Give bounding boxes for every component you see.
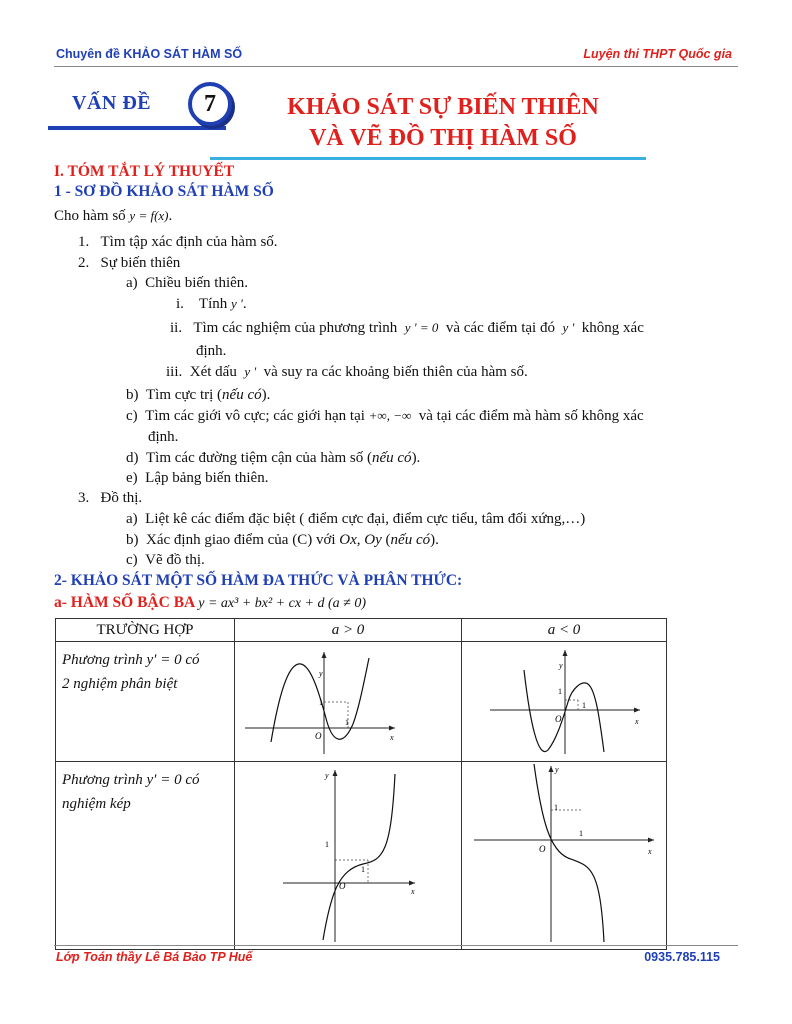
topic-number-badge: [188, 82, 232, 126]
step-2a-ii: ii. Tìm các nghiệm của phương trình y ' = 0 và các điểm tại đó y ' không xác: [170, 320, 644, 336]
header-divider: [54, 66, 738, 67]
svg-text:1: 1: [554, 803, 558, 812]
graph-cell: [235, 642, 462, 762]
svg-text:1: 1: [579, 829, 583, 838]
case-label: Phương trình y′ = 0 có 2 nghiệm phân biệt: [62, 652, 200, 692]
svg-text:1: 1: [345, 718, 349, 727]
graph-double-root-a-positive: [235, 762, 461, 944]
step-2: 2. Sự biến thiên: [78, 255, 181, 271]
graph-cell: [235, 762, 462, 950]
step-3: 3. Đồ thị.: [78, 490, 143, 506]
section-heading-1-1: 1 - SƠ ĐỒ KHẢO SÁT HÀM SỐ: [54, 183, 274, 200]
svg-text:1: 1: [319, 698, 323, 707]
svg-text:O: O: [339, 881, 346, 891]
table-row: [56, 642, 667, 762]
step-3b: b) Xác định giao điểm của (C) với Ox, Oy (nếu có).: [126, 532, 439, 548]
svg-text:O: O: [315, 731, 322, 741]
topic-number: 7: [204, 90, 216, 117]
table-header-cell: a > 0: [235, 619, 462, 642]
step-3c: c) Vẽ đồ thị.: [126, 552, 205, 568]
step-2d: d) Tìm các đường tiệm cận của hàm số (nếu có).: [126, 450, 421, 466]
step-2a-i: i. Tính y '.: [176, 296, 247, 312]
section-heading-2a: a- HÀM SỐ BẬC BA y = ax³ + bx² + cx + d (a ≠ 0): [54, 594, 367, 611]
step-2b: b) Tìm cực trị (nếu có).: [126, 387, 271, 403]
step-2a-ii-cont: định.: [196, 343, 227, 359]
table-header-row: [56, 619, 667, 642]
footer-left: Lớp Toán thầy Lê Bá Bảo TP Huế: [56, 950, 253, 964]
page-title: [248, 92, 638, 154]
step-2a: a) Chiều biến thiên.: [126, 275, 249, 291]
intro-line: Cho hàm số y = f(x).: [54, 208, 173, 224]
header-right: Luyện thi THPT Quốc gia: [583, 47, 732, 61]
step-3a: a) Liệt kê các điểm đặc biệt ( điểm cực đại, điểm cực tiểu, tâm đối xứng,…): [126, 511, 586, 527]
svg-text:x: x: [411, 887, 415, 896]
svg-text:y: y: [559, 661, 563, 670]
svg-text:1: 1: [582, 701, 586, 710]
svg-text:y: y: [319, 669, 323, 678]
table-header-cell: a < 0: [462, 619, 667, 642]
case-label: Phương trình y′ = 0 có nghiệm kép: [62, 772, 200, 812]
case-label-cell: [56, 642, 235, 762]
graph-two-roots-a-positive: [235, 642, 461, 756]
svg-text:1: 1: [558, 687, 562, 696]
graph-cell: [462, 642, 667, 762]
step-2e: e) Lập bảng biến thiên.: [126, 470, 269, 486]
step-2c: c) Tìm các giới vô cực; các giới hạn tại +∞, −∞ và tại các điểm mà hàm số không xác: [126, 408, 644, 424]
title-line-2: VÀ VẼ ĐỒ THỊ HÀM SỐ: [309, 125, 577, 151]
cubic-cases-table: [55, 618, 667, 950]
svg-text:x: x: [390, 733, 394, 742]
header-left: Chuyên đề KHẢO SÁT HÀM SỐ: [56, 47, 243, 61]
section-heading-1: I. TÓM TẮT LÝ THUYẾT: [54, 163, 235, 180]
svg-text:x: x: [635, 717, 639, 726]
section-heading-2: 2- KHẢO SÁT MỘT SỐ HÀM ĐA THỨC VÀ PHÂN THỨC:: [54, 572, 463, 589]
table-header-cell: TRƯỜNG HỢP: [56, 619, 235, 642]
svg-text:O: O: [539, 844, 546, 854]
svg-text:1: 1: [325, 840, 329, 849]
svg-text:x: x: [648, 847, 652, 856]
footer-phone: 0935.785.115: [644, 950, 720, 964]
topic-label: VẤN ĐỀ: [72, 92, 152, 114]
svg-text:y: y: [325, 771, 329, 780]
graph-two-roots-a-negative: [462, 642, 666, 756]
graph-cell: [462, 762, 667, 950]
table-row: [56, 762, 667, 950]
graph-double-root-a-negative: [462, 762, 666, 944]
svg-text:1: 1: [361, 865, 365, 874]
case-label-cell: [56, 762, 235, 950]
step-2c-cont: định.: [148, 429, 179, 445]
topic-underline: [48, 126, 226, 130]
title-underline: [210, 157, 646, 160]
footer-divider: [54, 945, 738, 946]
step-2a-iii: iii. Xét dấu y ' và suy ra các khoảng biến thiên của hàm số.: [166, 364, 528, 380]
svg-text:O: O: [555, 714, 562, 724]
step-1: 1. Tìm tập xác định của hàm số.: [78, 234, 278, 250]
svg-text:y: y: [555, 765, 559, 774]
title-line-1: KHẢO SÁT SỰ BIẾN THIÊN: [287, 94, 599, 120]
